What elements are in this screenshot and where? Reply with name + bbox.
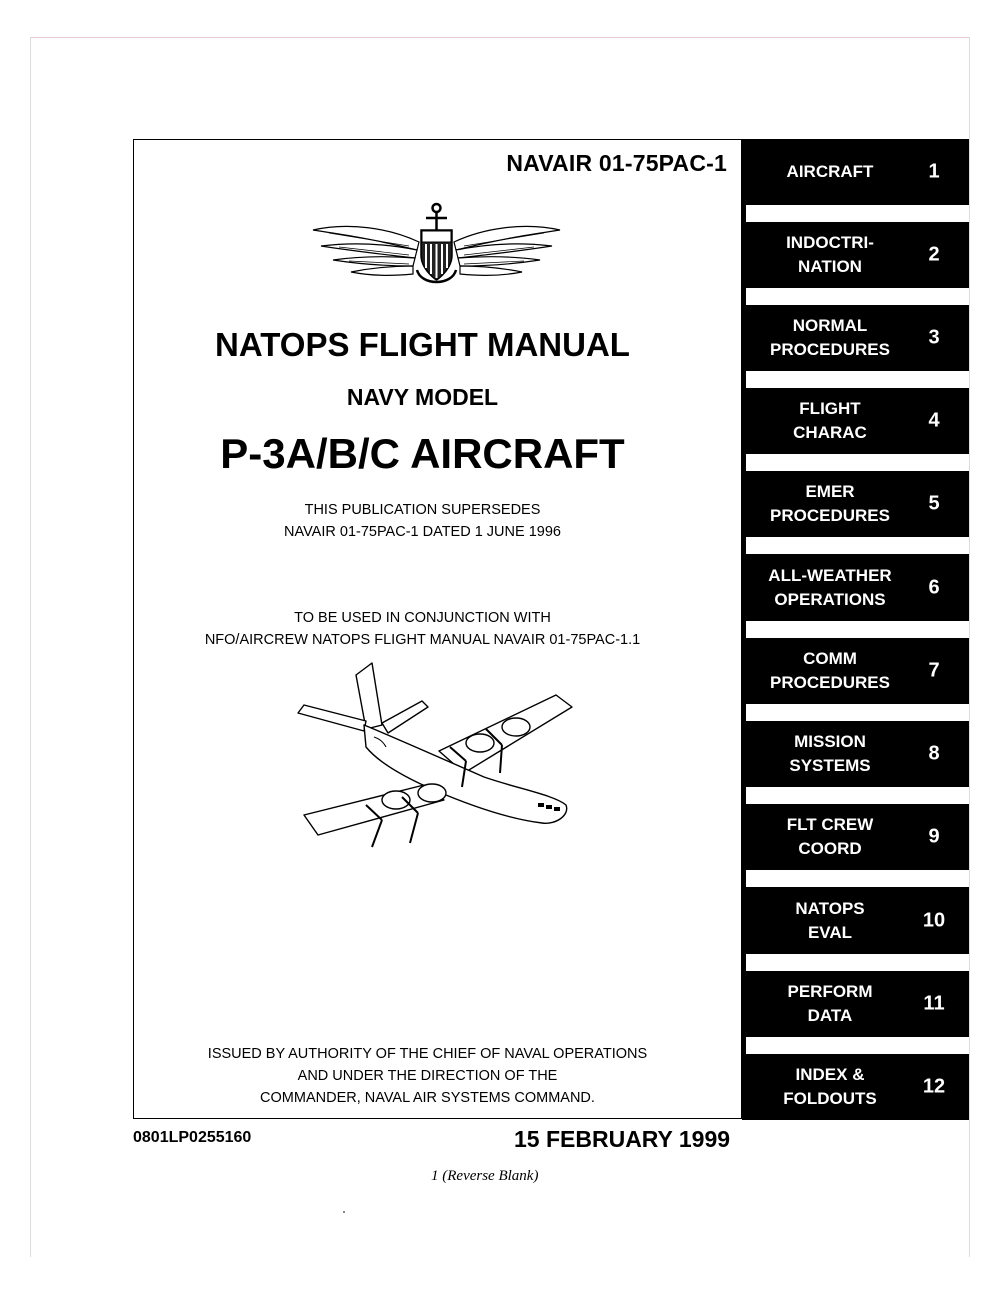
tab-divider xyxy=(746,454,969,471)
tab-number: 4 xyxy=(928,409,940,432)
tab-index-foldouts[interactable] xyxy=(742,1054,969,1120)
supersedes-line-2: NAVAIR 01-75PAC-1 DATED 1 JUNE 1996 xyxy=(284,524,561,540)
tab-number: 1 xyxy=(928,160,940,183)
conjunction-line-2: NFO/AIRCREW NATOPS FLIGHT MANUAL NAVAIR 01-75PAC-1.1 xyxy=(204,632,641,648)
tab-number: 2 xyxy=(928,243,940,266)
document-number: NAVAIR 01-75PAC-1 xyxy=(506,150,727,176)
conjunction-line-1: TO BE USED IN CONJUNCTION WITH xyxy=(294,610,551,626)
tab-label: COMM PROCEDURES xyxy=(770,649,890,692)
tab-flight-charac[interactable] xyxy=(742,388,969,454)
tab-indoctrination[interactable] xyxy=(742,222,969,288)
tab-label: FLIGHT CHARAC xyxy=(793,399,867,442)
navy-model-label: NAVY MODEL xyxy=(346,384,499,410)
reverse-blank-note: 1 (Reverse Blank) xyxy=(431,1168,539,1184)
tab-divider xyxy=(746,954,969,971)
section-tab-strip xyxy=(742,139,969,1120)
tab-label: MISSION SYSTEMS xyxy=(789,732,871,775)
tab-number: 5 xyxy=(928,492,940,515)
naval-aviator-wings-icon xyxy=(309,200,564,295)
tab-divider xyxy=(746,1037,969,1054)
tab-label: INDEX & FOLDOUTS xyxy=(783,1065,877,1108)
tab-number: 11 xyxy=(923,992,945,1015)
tab-mission-systems[interactable] xyxy=(742,721,969,787)
tab-divider xyxy=(746,537,969,554)
tab-divider xyxy=(746,621,969,638)
supersedes-line-1: THIS PUBLICATION SUPERSEDES xyxy=(304,502,541,518)
tab-label: AIRCRAFT xyxy=(786,162,874,181)
aircraft-title: P-3A/B/C AIRCRAFT xyxy=(220,430,625,477)
tab-divider xyxy=(746,787,969,804)
tab-label: PERFORM DATA xyxy=(787,982,873,1025)
sheet-edge-top xyxy=(30,37,970,38)
tab-number: 7 xyxy=(928,659,940,682)
tab-perform-data[interactable] xyxy=(742,971,969,1037)
tab-divider xyxy=(746,704,969,721)
authority-line-2: AND UNDER THE DIRECTION OF THE xyxy=(297,1068,558,1084)
tab-divider xyxy=(746,288,969,305)
cover-frame xyxy=(133,139,742,1119)
tab-emer-procedures[interactable] xyxy=(742,471,969,537)
tab-flt-crew-coord[interactable] xyxy=(742,804,969,870)
tab-divider xyxy=(746,205,969,222)
tab-label: INDOCTRI- NATION xyxy=(786,233,874,276)
tab-natops-eval[interactable] xyxy=(742,888,969,954)
publication-date: 15 FEBRUARY 1999 xyxy=(514,1126,731,1152)
tab-number: 3 xyxy=(928,326,940,349)
page-speck xyxy=(343,1211,345,1213)
p3-orion-aircraft-illustration xyxy=(294,655,579,855)
sheet-edge-right xyxy=(969,37,970,1257)
tab-label: FLT CREW COORD xyxy=(786,815,874,858)
authority-line-1: ISSUED BY AUTHORITY OF THE CHIEF OF NAVAL OPERATIONS xyxy=(207,1046,648,1062)
tab-divider xyxy=(746,371,969,388)
tab-number: 12 xyxy=(922,1075,946,1098)
tab-normal-procedures[interactable] xyxy=(742,305,969,371)
publication-code: 0801LP0255160 xyxy=(133,1129,252,1146)
manual-title: NATOPS FLIGHT MANUAL xyxy=(215,326,630,363)
authority-line-3: COMMANDER, NAVAL AIR SYSTEMS COMMAND. xyxy=(260,1090,595,1106)
tab-aircraft[interactable] xyxy=(742,139,969,205)
tab-number: 8 xyxy=(928,742,940,765)
tab-number: 10 xyxy=(922,909,946,932)
tab-divider xyxy=(746,870,969,887)
tab-label: NATOPS EVAL xyxy=(795,899,865,942)
tab-comm-procedures[interactable] xyxy=(742,638,969,704)
tab-number: 9 xyxy=(928,825,940,848)
tab-label: NORMAL PROCEDURES xyxy=(770,316,890,359)
tab-all-weather-operations[interactable] xyxy=(742,555,969,621)
sheet-edge-left xyxy=(30,37,31,1257)
tab-label: EMER PROCEDURES xyxy=(770,482,890,525)
tab-label: ALL-WEATHER OPERATIONS xyxy=(768,566,892,609)
tab-number: 6 xyxy=(928,576,940,599)
